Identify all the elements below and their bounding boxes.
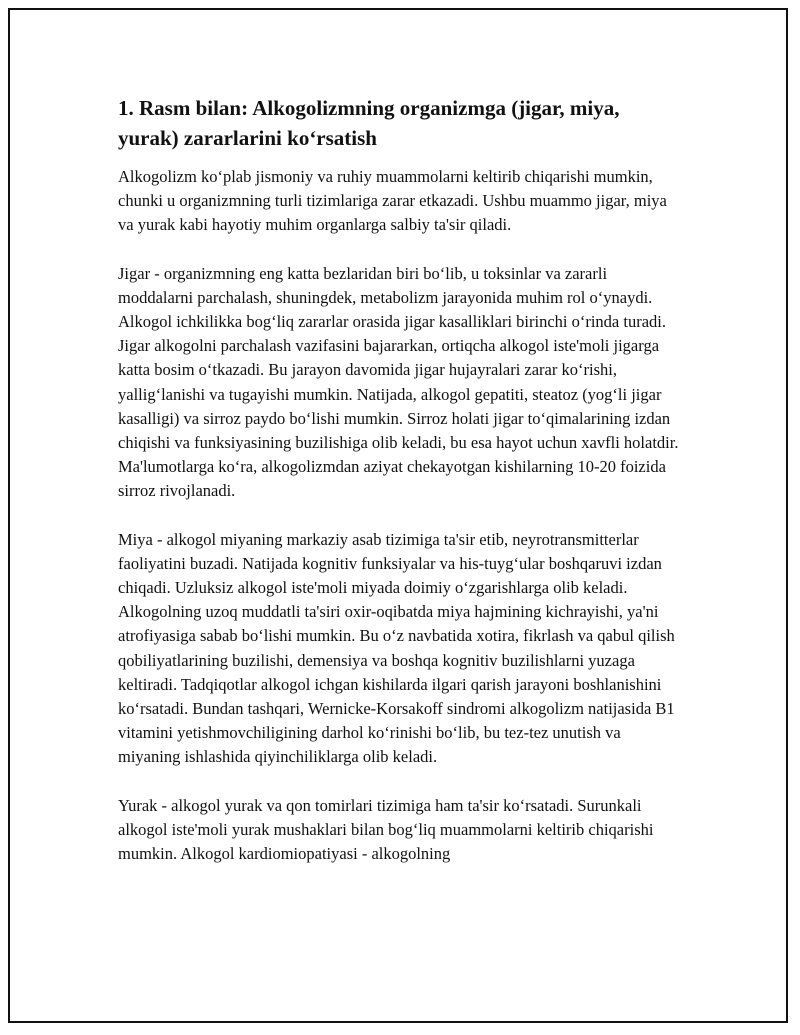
paragraph-intro: Alkogolizm koʻplab jismoniy va ruhiy muammolarni keltirib chiqarishi mumkin, chunki u organizmning turli tizimlariga zarar etkazadi. Ushbu muammo jigar, miya va yurak kabi hayotiy muhim organlarga salbiy ta'sir qiladi. <box>118 167 667 235</box>
paragraph-liver: Jigar - organizmning eng katta bezlaridan biri boʻlib, u toksinlar va zararli moddalarni parchalash, shuningdek, metabolizm jarayonida muhim rol oʻynaydi. Alkogol ichkilikka bogʻliq zararlar orasida jigar kasalliklari birinchi oʻrinda turadi. Jigar alkogolni parchalash vazifasini bajararkan, ortiqcha alkogol iste'moli jigarga katta bosim oʻtkazadi. Bu jarayon davomida jigar hujayralari zarar koʻrishi, yalligʻlanishi va tugayishi mumkin. Natijada, alkogol gepatiti, steatoz (yogʻli jigar kasalligi) va sirroz paydo boʻlishi mumkin. Sirroz holati jigar toʻqimalarining izdan chiqishi va funksiyasining buzilishiga olib keladi, bu esa hayot uchun xavfli holatdir. Ma'lumotlarga koʻra, alkogolizmdan aziyat chekayotgan kishilarning 10-20 foizida sirroz rivojlanadi. <box>118 263 679 501</box>
paragraph-brain: Miya - alkogol miyaning markaziy asab tizimiga ta'sir etib, neyrotransmitterlar faoliyatini buzadi. Natijada kognitiv funksiyalar va his-tuygʻular boshqaruvi izdan chiqadi. Uzluksiz alkogol iste'moli miyada doimiy oʻzgarishlarga olib keladi. Alkogolning uzoq muddatli ta'siri oxir-oqibatda miya hajmining kichrayishi, ya'ni atrofiyasiga sabab boʻlishi mumkin. Bu oʻz navbatida xotira, fikrlash va qabul qilish qobiliyatlarining buzilishi, demensiya va boshqa kognitiv buzilishlarni yuzaga keltiradi. Tadqiqotlar alkogol ichgan kishilarda ilgari qarish jarayoni boshlanishini koʻrsatadi. Bundan tashqari, Wernicke-Korsakoff sindromi alkogolizm natijasida B1 vitamini yetishmovchiligining darhol koʻrinishi boʻlib, bu tez-tez unutish va miyaning ishlashida qiyinchiliklarga olib keladi. <box>118 529 675 767</box>
document-heading: 1. Rasm bilan: Alkogolizmning organizmga (jigar, miya, yurak) zararlarini koʻrsatish <box>118 96 620 150</box>
paragraph-heart: Yurak - alkogol yurak va qon tomirlari tizimiga ham ta'sir koʻrsatadi. Surunkali alkogol iste'moli yurak mushaklari bilan bogʻliq muammolarni keltirib chiqarishi mumkin. Alkogol kardiomiopatiyasi - alkogolning <box>118 795 654 864</box>
document-body <box>118 93 683 890</box>
